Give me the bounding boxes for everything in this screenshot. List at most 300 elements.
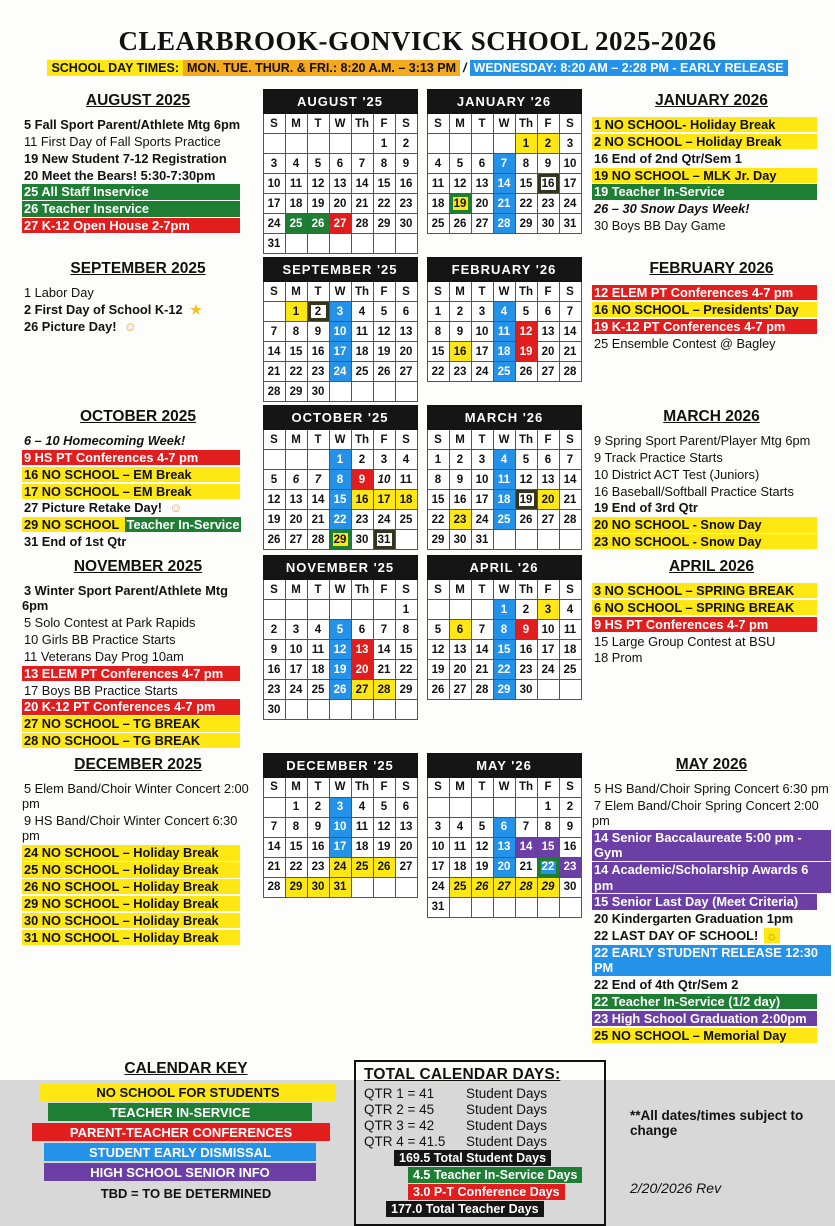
- event-text: 1 Labor Day: [24, 285, 94, 300]
- month-events-title: MARCH 2026: [663, 408, 760, 425]
- day-cell: 17: [559, 174, 581, 194]
- month-events-august-2025: [0, 86, 258, 254]
- day-cell: 28: [559, 362, 581, 382]
- day-cell: 4: [449, 817, 471, 837]
- quarter-label: QTR 2 = 45: [364, 1102, 435, 1118]
- dow-cell: Th: [351, 580, 373, 600]
- calendar-key: [30, 1060, 342, 1202]
- event-line: [22, 632, 254, 647]
- event-text: 15 Senior Last Day (Meet Criteria): [592, 894, 817, 909]
- day-cell: 1: [427, 450, 449, 470]
- week-row: [427, 470, 581, 490]
- dow-cell: S: [559, 430, 581, 450]
- dow-cell: F: [537, 580, 559, 600]
- event-text: 10 Girls BB Practice Starts: [24, 632, 176, 648]
- day-cell: 22: [537, 857, 559, 877]
- day-cell: 24: [559, 194, 581, 214]
- day-cell: 27: [395, 362, 417, 382]
- dow-cell: W: [329, 580, 351, 600]
- event-line: [22, 285, 254, 300]
- day-cell: 15: [427, 490, 449, 510]
- dow-cell: W: [493, 777, 515, 797]
- day-cell: 19: [515, 490, 537, 510]
- day-cell: 11: [351, 322, 373, 342]
- key-row: TBD = TO BE DETERMINED: [100, 1185, 272, 1201]
- day-cell: 10: [559, 154, 581, 174]
- day-cell: 24: [471, 510, 493, 530]
- dow-cell: S: [427, 430, 449, 450]
- dow-cell: S: [427, 114, 449, 134]
- day-cell: 2: [559, 797, 581, 817]
- month-events-march-2026: [586, 402, 835, 552]
- day-cell: 19: [471, 857, 493, 877]
- event-text: Teacher In-Service: [126, 517, 240, 533]
- event-text: 7 Elem Band/Choir Spring Concert 2:00 pm: [592, 797, 819, 829]
- empty-cell: [395, 530, 417, 550]
- day-cell: 30: [307, 382, 329, 402]
- day-cell: 10: [373, 470, 395, 490]
- key-row: PARENT-TEACHER CONFERENCES: [32, 1123, 330, 1141]
- event-text: 25 NO SCHOOL – Holiday Break: [22, 862, 240, 877]
- week-row: [263, 837, 417, 857]
- dow-cell: M: [449, 580, 471, 600]
- event-text: 26 – 30 Snow Days Week!: [594, 201, 750, 217]
- empty-cell: [351, 134, 373, 154]
- day-cell: 14: [559, 322, 581, 342]
- day-cell: 19: [329, 660, 351, 680]
- day-cell: 2: [515, 600, 537, 620]
- week-row: [263, 134, 417, 154]
- day-cell: 28: [373, 680, 395, 700]
- day-cell: 8: [493, 620, 515, 640]
- day-cell: 28: [493, 214, 515, 234]
- dow-cell: Th: [351, 114, 373, 134]
- month-events-november-2025: [0, 552, 258, 750]
- day-cell: 9: [515, 620, 537, 640]
- day-cell: 17: [285, 660, 307, 680]
- dow-cell: T: [307, 282, 329, 302]
- day-cell: 1: [329, 450, 351, 470]
- day-cell: 3: [427, 817, 449, 837]
- dow-cell: M: [285, 430, 307, 450]
- day-cell: 11: [493, 322, 515, 342]
- day-cell: 3: [329, 797, 351, 817]
- day-cell: 10: [471, 470, 493, 490]
- total-days-bar: 169.5 Total Student Days: [394, 1150, 551, 1166]
- day-cell: 8: [285, 322, 307, 342]
- empty-cell: [395, 234, 417, 254]
- event-line: [592, 600, 831, 615]
- empty-cell: [307, 600, 329, 620]
- event-line: [592, 168, 831, 183]
- event-text: 12 ELEM PT Conferences 4-7 pm: [592, 285, 817, 300]
- day-cell: 15: [329, 490, 351, 510]
- day-cell: 2: [307, 302, 329, 322]
- day-cell: 1: [285, 797, 307, 817]
- subject-to-change-note: **All dates/times subject to change: [630, 1108, 804, 1139]
- day-cell: 20: [329, 194, 351, 214]
- event-line: [22, 683, 254, 698]
- dow-cell: T: [307, 114, 329, 134]
- day-cell: 20: [285, 510, 307, 530]
- event-text: ★: [190, 301, 202, 317]
- event-text: 9 Spring Sport Parent/Player Mtg 6pm: [594, 433, 811, 448]
- event-line: [22, 319, 254, 334]
- quarter-row: [364, 1134, 604, 1149]
- day-cell: 27: [537, 362, 559, 382]
- event-line: [592, 433, 831, 448]
- day-cell: 20: [537, 342, 559, 362]
- day-cell: 7: [373, 620, 395, 640]
- week-row: [427, 857, 581, 877]
- event-line: [592, 218, 831, 233]
- event-line: [592, 336, 831, 351]
- day-cell: 18: [427, 194, 449, 214]
- event-text: 3 NO SCHOOL – SPRING BREAK: [592, 583, 817, 598]
- dow-cell: M: [449, 777, 471, 797]
- dow-cell: S: [263, 580, 285, 600]
- dow-cell: T: [471, 580, 493, 600]
- day-cell: 14: [515, 837, 537, 857]
- day-cell: 4: [351, 302, 373, 322]
- dow-cell: F: [373, 114, 395, 134]
- dow-cell: W: [329, 430, 351, 450]
- empty-cell: [307, 700, 329, 720]
- dow-cell: T: [307, 430, 329, 450]
- day-cell: 6: [351, 620, 373, 640]
- empty-cell: [351, 600, 373, 620]
- dow-cell: F: [373, 580, 395, 600]
- month-events-january-2026: [586, 86, 835, 254]
- mini-calendar-dec-25: [258, 750, 422, 1045]
- day-cell: 17: [471, 342, 493, 362]
- day-cell: 26: [449, 214, 471, 234]
- calendar-month-title: AUGUST '25: [263, 90, 417, 114]
- day-cell: 11: [493, 470, 515, 490]
- empty-cell: [351, 382, 373, 402]
- day-cell: 21: [559, 490, 581, 510]
- day-cell: 15: [285, 342, 307, 362]
- day-cell: 7: [263, 322, 285, 342]
- empty-cell: [493, 134, 515, 154]
- day-cell: 28: [263, 877, 285, 897]
- day-cell: 12: [515, 322, 537, 342]
- calendar-header-row: [263, 258, 417, 282]
- month-events-february-2026: [586, 254, 835, 402]
- day-cell: 23: [449, 510, 471, 530]
- empty-cell: [373, 700, 395, 720]
- event-text: 27 NO SCHOOL – TG BREAK: [22, 716, 240, 731]
- event-text: 28 NO SCHOOL – TG BREAK: [22, 733, 240, 748]
- mini-calendar-may-26: [422, 750, 586, 1045]
- day-cell: 23: [307, 362, 329, 382]
- day-cell: 17: [427, 857, 449, 877]
- day-cell: 8: [373, 154, 395, 174]
- empty-cell: [395, 382, 417, 402]
- day-cell: 28: [559, 510, 581, 530]
- day-cell: 27: [329, 214, 351, 234]
- day-cell: 7: [493, 154, 515, 174]
- event-text: 17 NO SCHOOL – EM Break: [22, 484, 240, 499]
- day-cell: 13: [329, 174, 351, 194]
- calendar-table-jan-26: [427, 89, 582, 234]
- day-cell: 4: [307, 620, 329, 640]
- event-line: [22, 896, 254, 911]
- event-text: 26 Picture Day!: [24, 318, 121, 334]
- day-cell: 15: [537, 837, 559, 857]
- day-cell: 21: [351, 194, 373, 214]
- day-cell: 13: [471, 174, 493, 194]
- event-text: 9 HS PT Conferences 4-7 pm: [22, 450, 240, 465]
- day-cell: 18: [559, 640, 581, 660]
- event-line: [592, 1011, 831, 1026]
- event-line: [22, 467, 254, 482]
- day-cell: 16: [515, 640, 537, 660]
- event-line: [22, 699, 254, 714]
- day-cell: 17: [263, 194, 285, 214]
- event-text: 2 NO SCHOOL – Holiday Break: [592, 134, 817, 149]
- dow-cell: Th: [515, 282, 537, 302]
- dow-cell: F: [373, 777, 395, 797]
- total-days-title: TOTAL CALENDAR DAYS:: [364, 1066, 561, 1084]
- day-cell: 10: [285, 640, 307, 660]
- calendar-table-nov-25: [263, 555, 418, 720]
- empty-cell: [373, 600, 395, 620]
- day-cell: 11: [395, 470, 417, 490]
- event-text: 30 Boys BB Day Game: [594, 218, 726, 234]
- page-title: CLEARBROOK-GONVICK SCHOOL 2025-2026: [118, 26, 717, 56]
- day-cell: 2: [449, 450, 471, 470]
- day-of-week-row: [427, 282, 581, 302]
- week-row: [427, 450, 581, 470]
- week-row: [263, 450, 417, 470]
- day-cell: 25: [559, 660, 581, 680]
- event-text: 5 Fall Sport Parent/Athlete Mtg 6pm: [24, 117, 241, 132]
- total-days-bar: 177.0 Total Teacher Days: [386, 1201, 544, 1217]
- day-cell: 4: [493, 450, 515, 470]
- day-cell: 18: [351, 342, 373, 362]
- day-cell: 13: [395, 322, 417, 342]
- event-text: 19 End of 3rd Qtr: [594, 500, 698, 516]
- event-line: [22, 615, 254, 630]
- event-line: [22, 649, 254, 664]
- calendar-header-row: [427, 90, 581, 114]
- event-line: [22, 913, 254, 928]
- day-cell: 6: [471, 154, 493, 174]
- day-cell: 6: [285, 470, 307, 490]
- event-text: ☺: [124, 318, 138, 334]
- event-text: 13 ELEM PT Conferences 4-7 pm: [22, 666, 240, 681]
- day-cell: 18: [493, 490, 515, 510]
- day-cell: 15: [285, 837, 307, 857]
- day-cell: 24: [471, 362, 493, 382]
- dow-cell: S: [427, 282, 449, 302]
- event-text: 22 End of 4th Qtr/Sem 2: [594, 977, 739, 993]
- day-cell: 28: [263, 382, 285, 402]
- week-row: [263, 620, 417, 640]
- event-text: 5 Solo Contest at Park Rapids: [24, 615, 196, 631]
- event-line: [22, 302, 254, 317]
- week-row: [427, 322, 581, 342]
- month-events-september-2025: [0, 254, 258, 402]
- dow-cell: W: [493, 282, 515, 302]
- day-cell: 7: [307, 470, 329, 490]
- day-cell: 29: [537, 877, 559, 897]
- day-cell: 11: [307, 640, 329, 660]
- dow-cell: Th: [515, 114, 537, 134]
- week-row: [427, 877, 581, 897]
- times-label: SCHOOL DAY TIMES:: [47, 60, 183, 76]
- empty-cell: [307, 134, 329, 154]
- dow-cell: T: [307, 580, 329, 600]
- day-cell: 6: [537, 302, 559, 322]
- day-cell: 10: [329, 817, 351, 837]
- dow-cell: T: [471, 777, 493, 797]
- day-cell: 6: [493, 817, 515, 837]
- dow-cell: W: [493, 430, 515, 450]
- week-row: [427, 194, 581, 214]
- day-cell: 26: [471, 877, 493, 897]
- dow-cell: S: [395, 282, 417, 302]
- empty-cell: [329, 234, 351, 254]
- bottom-band: [0, 1060, 835, 1226]
- day-cell: 8: [329, 470, 351, 490]
- day-cell: 31: [373, 530, 395, 550]
- day-cell: 8: [515, 154, 537, 174]
- day-cell: 19: [427, 660, 449, 680]
- total-days-bar: 3.0 P-T Conference Days: [408, 1184, 565, 1200]
- event-line: [22, 716, 254, 731]
- day-cell: 13: [493, 837, 515, 857]
- day-cell: 5: [515, 302, 537, 322]
- quarter-label: QTR 3 = 42: [364, 1118, 435, 1134]
- quarter-unit: Student Days: [466, 1086, 548, 1102]
- day-cell: 10: [263, 174, 285, 194]
- event-text: 14 Senior Baccalaureate 5:00 pm - Gym: [592, 830, 831, 861]
- week-row: [263, 302, 417, 322]
- empty-cell: [263, 450, 285, 470]
- quarter-unit: Student Days: [466, 1102, 548, 1118]
- day-cell: 25: [449, 877, 471, 897]
- week-row: [263, 382, 417, 402]
- day-cell: 6: [395, 797, 417, 817]
- calendar-table-dec-25: [263, 753, 418, 898]
- empty-cell: [373, 234, 395, 254]
- dow-cell: Th: [351, 777, 373, 797]
- event-text: 19 New Student 7-12 Registration: [24, 150, 227, 166]
- empty-cell: [559, 680, 581, 700]
- mini-calendar-jan-26: [422, 86, 586, 254]
- dow-cell: S: [395, 430, 417, 450]
- event-line: [592, 994, 831, 1009]
- calendar-table-sep-25: [263, 257, 418, 402]
- event-text: 20 K-12 PT Conferences 4-7 pm: [22, 699, 240, 714]
- dow-cell: T: [307, 777, 329, 797]
- empty-cell: [449, 797, 471, 817]
- week-row: [427, 154, 581, 174]
- calendar-key-rows: [30, 1083, 342, 1202]
- week-row: [263, 530, 417, 550]
- quarter-unit: Student Days: [466, 1118, 548, 1134]
- day-cell: 26: [515, 510, 537, 530]
- calendar-month-title: OCTOBER '25: [263, 406, 417, 430]
- event-text: 29 NO SCHOOL: [24, 517, 123, 533]
- event-text: 26 NO SCHOOL – Holiday Break: [22, 879, 240, 894]
- day-cell: 20: [449, 660, 471, 680]
- event-line: [22, 862, 254, 877]
- event-text: 19 Teacher In-Service: [592, 184, 817, 199]
- event-text: 25 Ensemble Contest @ Bagley: [594, 335, 776, 351]
- month-events-title: NOVEMBER 2025: [73, 558, 203, 575]
- day-cell: 4: [395, 450, 417, 470]
- day-cell: 27: [449, 680, 471, 700]
- dow-cell: M: [285, 777, 307, 797]
- day-cell: 10: [427, 837, 449, 857]
- week-row: [263, 362, 417, 382]
- day-cell: 19: [515, 342, 537, 362]
- empty-cell: [373, 382, 395, 402]
- week-row: [263, 490, 417, 510]
- dow-cell: Th: [351, 430, 373, 450]
- dow-cell: S: [559, 580, 581, 600]
- week-row: [263, 857, 417, 877]
- day-cell: 25: [307, 680, 329, 700]
- day-cell: 5: [307, 154, 329, 174]
- day-cell: 5: [373, 302, 395, 322]
- week-row: [427, 620, 581, 640]
- empty-cell: [537, 680, 559, 700]
- empty-cell: [329, 600, 351, 620]
- day-cell: 16: [537, 174, 559, 194]
- day-cell: 31: [329, 877, 351, 897]
- week-row: [263, 194, 417, 214]
- day-cell: 9: [537, 154, 559, 174]
- event-line: [592, 781, 831, 796]
- day-cell: 12: [329, 640, 351, 660]
- total-days-bar: 4.5 Teacher In-Service Days: [408, 1167, 582, 1183]
- event-text: 16 NO SCHOOL – Presidents' Day: [592, 302, 817, 317]
- event-line: [22, 500, 254, 515]
- week-row: [427, 362, 581, 382]
- dow-cell: T: [471, 114, 493, 134]
- week-row: [427, 302, 581, 322]
- week-row: [427, 640, 581, 660]
- day-cell: 3: [329, 302, 351, 322]
- day-cell: 26: [427, 680, 449, 700]
- event-line: [22, 845, 254, 860]
- times-regular-days: MON. TUE. THUR. & FRI.: 8:20 A.M. – 3:13 PM: [183, 60, 460, 76]
- empty-cell: [449, 600, 471, 620]
- event-text: 22 LAST DAY OF SCHOOL!: [594, 928, 762, 944]
- day-cell: 20: [351, 660, 373, 680]
- day-cell: 29: [493, 680, 515, 700]
- week-row: [427, 342, 581, 362]
- week-row: [263, 470, 417, 490]
- day-cell: 22: [427, 510, 449, 530]
- dow-cell: S: [263, 114, 285, 134]
- day-cell: 26: [373, 857, 395, 877]
- event-text: 1 NO SCHOOL- Holiday Break: [592, 117, 817, 132]
- day-cell: 11: [449, 837, 471, 857]
- day-of-week-row: [263, 580, 417, 600]
- day-cell: 15: [395, 640, 417, 660]
- day-cell: 7: [263, 817, 285, 837]
- day-cell: 13: [449, 640, 471, 660]
- day-cell: 23: [263, 680, 285, 700]
- empty-cell: [373, 877, 395, 897]
- day-cell: 27: [351, 680, 373, 700]
- day-cell: 24: [285, 680, 307, 700]
